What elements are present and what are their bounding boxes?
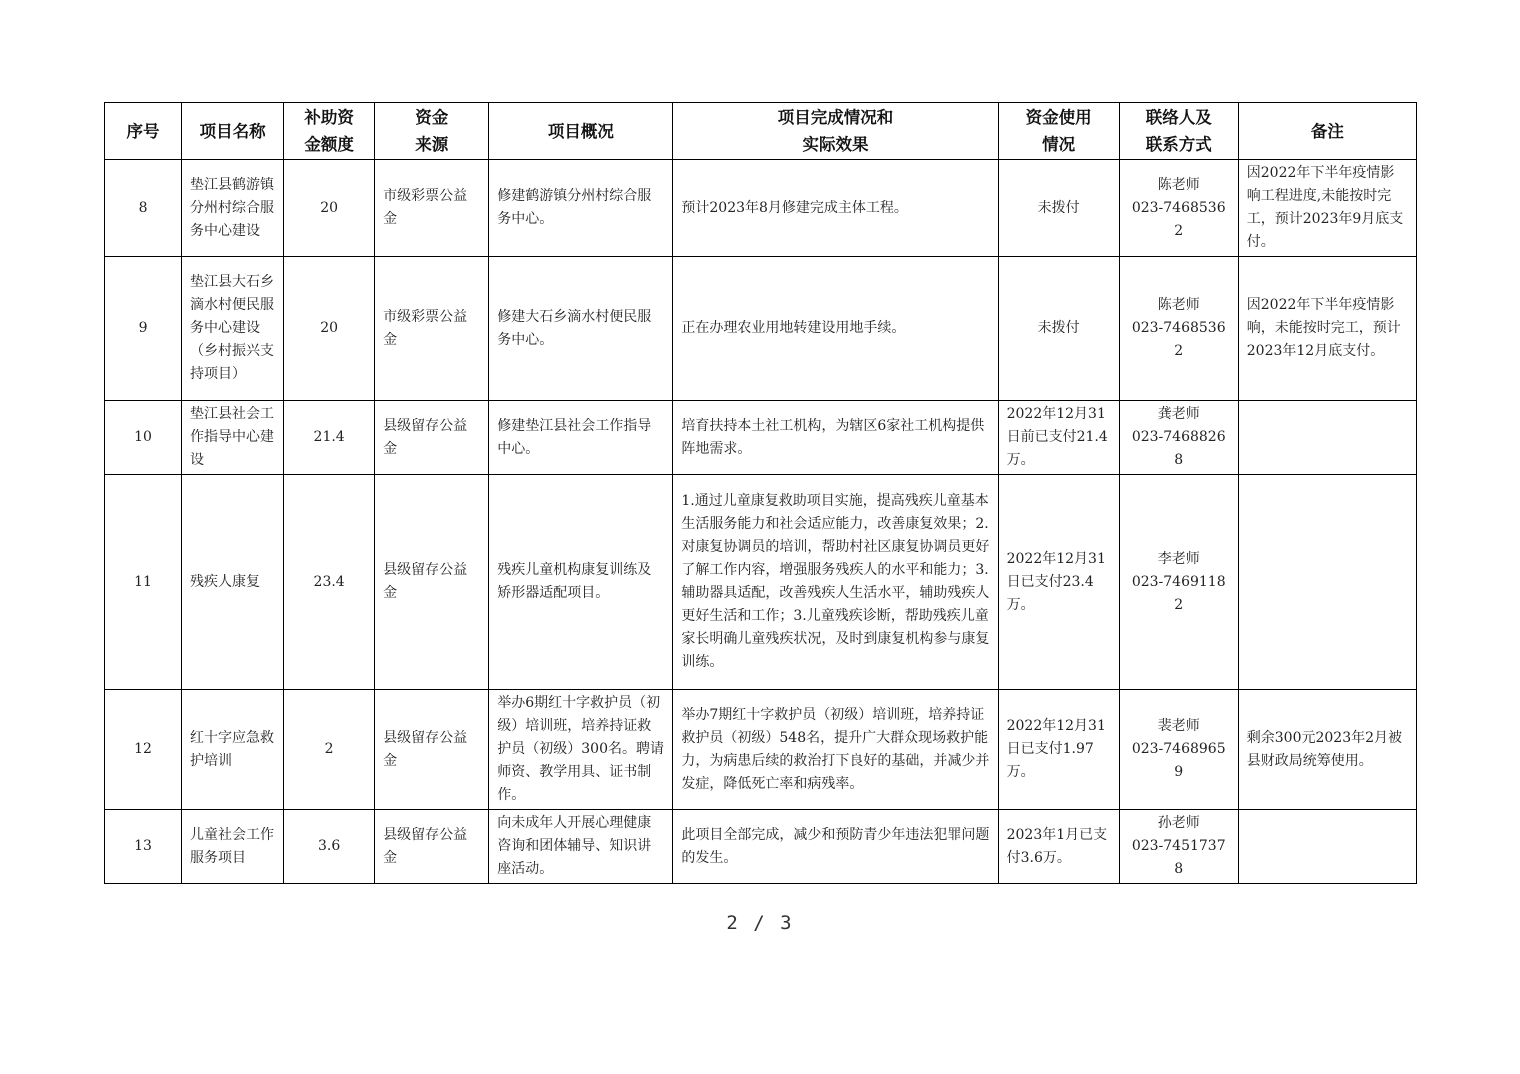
table-row [105, 475, 1417, 690]
cell-usage: 2022年12月31日前已支付21.4万。 [998, 401, 1119, 475]
header-seq: 序号 [105, 103, 182, 160]
header-remark: 备注 [1238, 103, 1416, 160]
cell-result: 正在办理农业用地转建设用地手续。 [673, 257, 998, 401]
cell-source: 县级留存公益金 [375, 690, 489, 810]
cell-name: 垫江县大石乡滴水村便民服务中心建设（乡村振兴支持项目） [182, 257, 284, 401]
cell-name: 垫江县社会工作指导中心建设 [182, 401, 284, 475]
cell-remark: 剩余300元2023年2月被县财政局统筹使用。 [1238, 690, 1416, 810]
cell-amount: 23.4 [284, 475, 375, 690]
cell-contact: 龚老师 023-74688268 [1119, 401, 1238, 475]
cell-name: 儿童社会工作服务项目 [182, 810, 284, 884]
cell-amount: 2 [284, 690, 375, 810]
cell-name: 红十字应急救护培训 [182, 690, 284, 810]
cell-contact: 孙老师 023-74517378 [1119, 810, 1238, 884]
table-row [105, 690, 1417, 810]
header-contact: 联络人及 联系方式 [1119, 103, 1238, 160]
cell-contact: 李老师 023-74691182 [1119, 475, 1238, 690]
cell-result: 预计2023年8月修建完成主体工程。 [673, 160, 998, 257]
cell-overview: 修建垫江县社会工作指导中心。 [489, 401, 673, 475]
cell-usage: 未拨付 [998, 160, 1119, 257]
cell-usage: 2022年12月31日已支付1.97万。 [998, 690, 1119, 810]
cell-name: 残疾人康复 [182, 475, 284, 690]
cell-remark: 因2022年下半年疫情影响，未能按时完工，预计2023年12月底支付。 [1238, 257, 1416, 401]
cell-result: 培育扶持本土社工机构，为辖区6家社工机构提供阵地需求。 [673, 401, 998, 475]
cell-result: 举办7期红十字救护员（初级）培训班，培养持证救护员（初级）548名，提升广大群众现场救护能力，为病患后续的救治打下良好的基础，并减少并发症，降低死亡率和病残率。 [673, 690, 998, 810]
project-table [104, 102, 1417, 884]
header-overview: 项目概况 [489, 103, 673, 160]
cell-source: 市级彩票公益金 [375, 160, 489, 257]
header-result: 项目完成情况和 实际效果 [673, 103, 998, 160]
cell-overview: 修建大石乡滴水村便民服务中心。 [489, 257, 673, 401]
cell-contact: 陈老师 023-74685362 [1119, 160, 1238, 257]
cell-source: 县级留存公益金 [375, 475, 489, 690]
cell-result: 此项目全部完成，减少和预防青少年违法犯罪问题的发生。 [673, 810, 998, 884]
header-row [105, 103, 1417, 160]
header-usage: 资金使用 情况 [998, 103, 1119, 160]
cell-usage: 未拨付 [998, 257, 1119, 401]
cell-amount: 20 [284, 160, 375, 257]
cell-overview: 举办6期红十字救护员（初级）培训班，培养持证救护员（初级）300名。聘请师资、教学用具、证书制作。 [489, 690, 673, 810]
table-row [105, 257, 1417, 401]
cell-usage: 2023年1月已支付3.6万。 [998, 810, 1119, 884]
cell-seq: 13 [105, 810, 182, 884]
cell-usage: 2022年12月31日已支付23.4万。 [998, 475, 1119, 690]
header-source: 资金 来源 [375, 103, 489, 160]
table-row [105, 810, 1417, 884]
cell-amount: 21.4 [284, 401, 375, 475]
cell-result: 1.通过儿童康复救助项目实施，提高残疾儿童基本生活服务能力和社会适应能力，改善康复效果；2.对康复协调员的培训，帮助村社区康复协调员更好了解工作内容，增强服务残疾人的水平和能力；3.辅助器具适配，改善残疾人生活水平，辅助残疾人更好生活和工作；3.儿童残疾诊断，帮助残疾儿童家长明确儿童残疾状况，及时到康复机构参与康复训练。 [673, 475, 998, 690]
cell-seq: 10 [105, 401, 182, 475]
header-name: 项目名称 [182, 103, 284, 160]
cell-seq: 12 [105, 690, 182, 810]
cell-contact: 陈老师 023-74685362 [1119, 257, 1238, 401]
cell-remark: 因2022年下半年疫情影响工程进度,未能按时完工，预计2023年9月底支付。 [1238, 160, 1416, 257]
cell-remark [1238, 810, 1416, 884]
cell-source: 县级留存公益金 [375, 810, 489, 884]
cell-seq: 9 [105, 257, 182, 401]
cell-remark [1238, 401, 1416, 475]
cell-source: 县级留存公益金 [375, 401, 489, 475]
cell-seq: 8 [105, 160, 182, 257]
table-row [105, 160, 1417, 257]
cell-overview: 向未成年人开展心理健康咨询和团体辅导、知识讲座活动。 [489, 810, 673, 884]
page-number: 2 / 3 [726, 912, 794, 934]
cell-name: 垫江县鹤游镇分州村综合服务中心建设 [182, 160, 284, 257]
header-amount: 补助资 金额度 [284, 103, 375, 160]
cell-contact: 裴老师 023-74689659 [1119, 690, 1238, 810]
cell-remark [1238, 475, 1416, 690]
table-row [105, 401, 1417, 475]
cell-source: 市级彩票公益金 [375, 257, 489, 401]
cell-overview: 残疾儿童机构康复训练及矫形器适配项目。 [489, 475, 673, 690]
cell-amount: 3.6 [284, 810, 375, 884]
cell-seq: 11 [105, 475, 182, 690]
cell-overview: 修建鹤游镇分州村综合服务中心。 [489, 160, 673, 257]
cell-amount: 20 [284, 257, 375, 401]
